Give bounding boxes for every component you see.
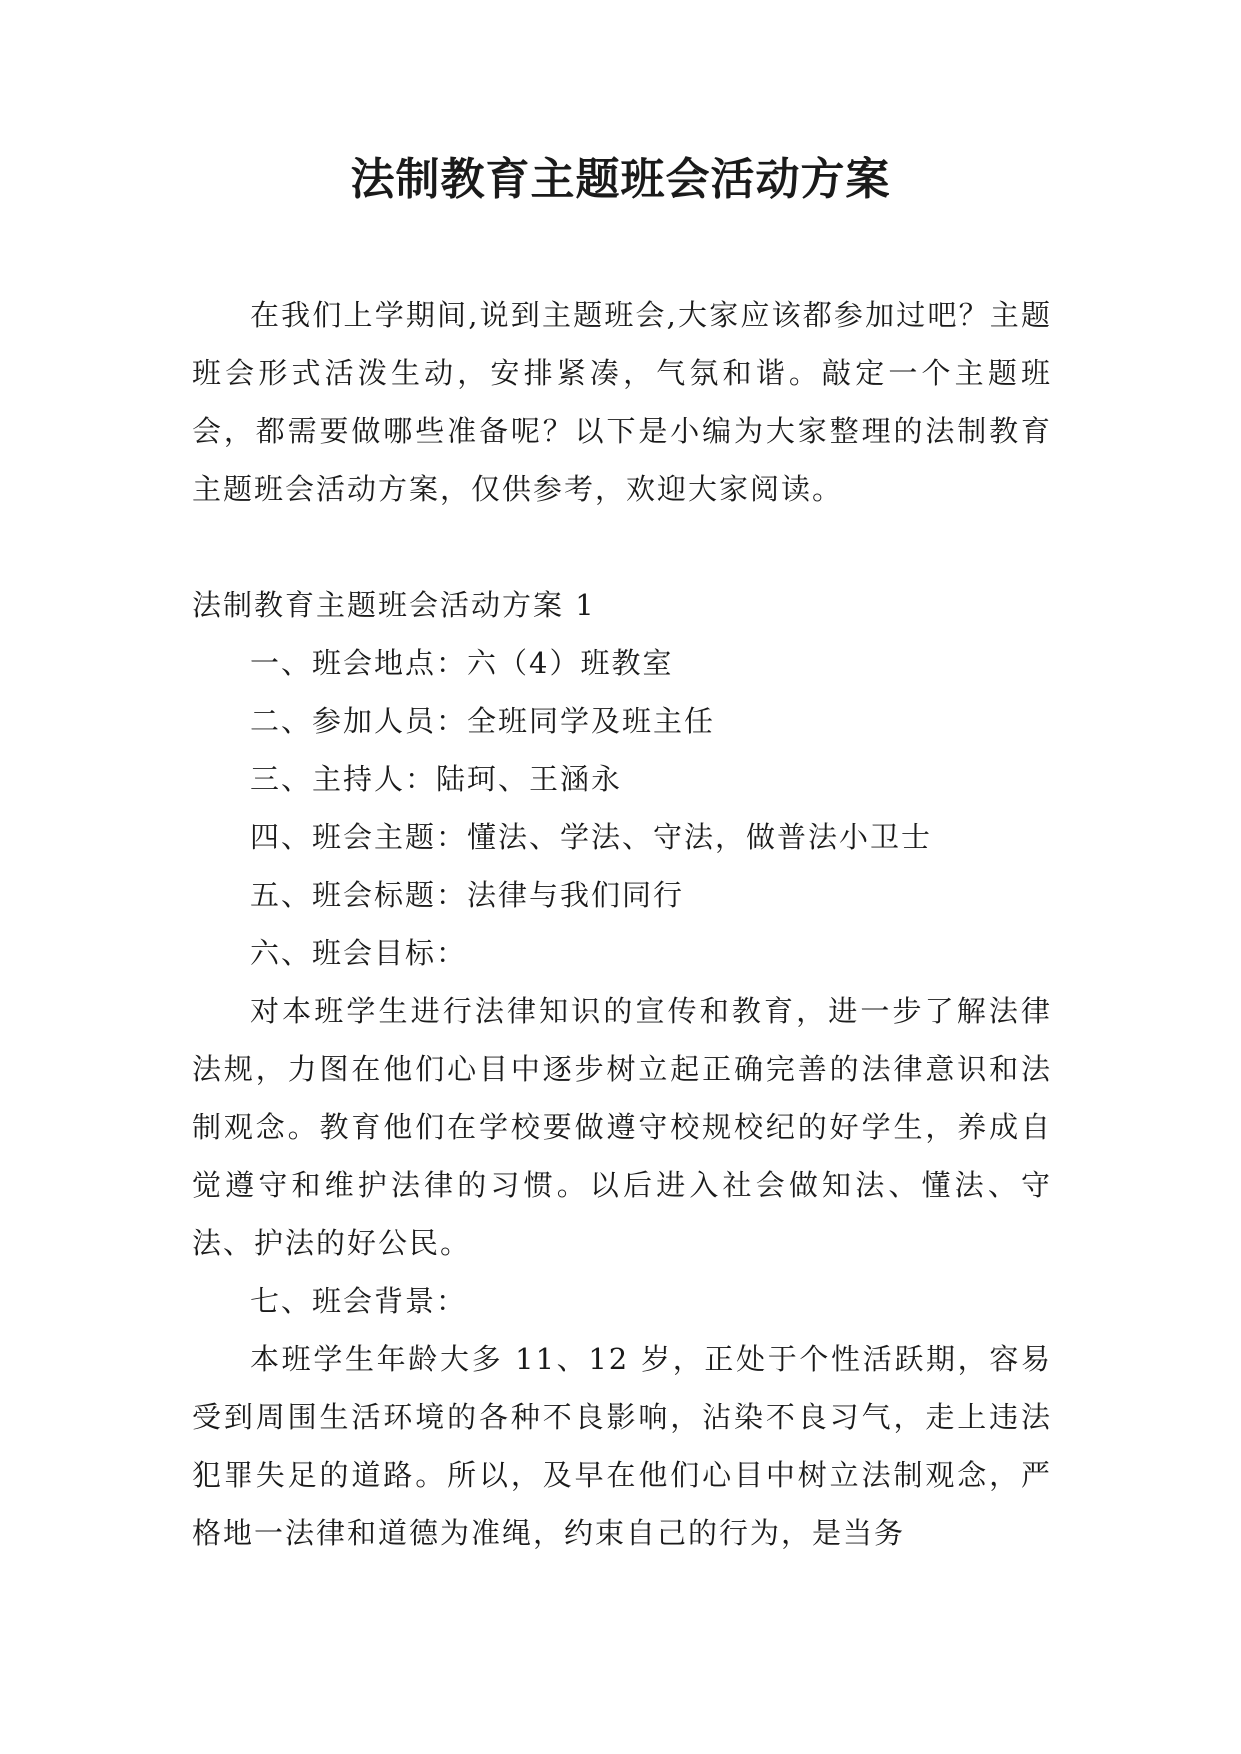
item-title: 五、班会标题：法律与我们同行 xyxy=(250,878,685,912)
document-title: 法制教育主题班会活动方案 xyxy=(350,154,891,205)
background-heading: 七、班会背景： xyxy=(250,1284,468,1318)
background-paragraph: 本班学生年龄大多 11、12 岁，正处于个性活跃期，容易受到周围生活环境的各种不良影响，沾染不良习气，走上违法犯罪失足的道路。所以，及早在他们心目中树立法制观念，严格地一法律和道德为准绳，约束自己的行为，是当务 xyxy=(192,1342,1052,1550)
item-theme: 四、班会主题：懂法、学法、守法，做普法小卫士 xyxy=(250,820,933,854)
item-hosts: 三、主持人：陆珂、王涵永 xyxy=(250,762,623,796)
intro-paragraph: 在我们上学期间,说到主题班会,大家应该都参加过吧？主题班会形式活泼生动，安排紧凑，气氛和谐。敲定一个主题班会，都需要做哪些准备呢？以下是小编为大家整理的法制教育主题班会活动方案，仅供参考，欢迎大家阅读。 xyxy=(192,298,1052,506)
item-location: 一、班会地点：六（4）班教室 xyxy=(250,646,674,680)
section-heading: 法制教育主题班会活动方案 1 xyxy=(192,588,596,622)
document-body xyxy=(192,286,1052,1562)
item-goal-heading: 六、班会目标： xyxy=(250,936,468,970)
item-participants: 二、参加人员：全班同学及班主任 xyxy=(250,704,716,738)
goal-paragraph: 对本班学生进行法律知识的宣传和教育，进一步了解法律法规，力图在他们心目中逐步树立起正确完善的法律意识和法制观念。教育他们在学校要做遵守校规校纪的好学生，养成自觉遵守和维护法律的习惯。以后进入社会做知法、懂法、守法、护法的好公民。 xyxy=(192,994,1052,1260)
